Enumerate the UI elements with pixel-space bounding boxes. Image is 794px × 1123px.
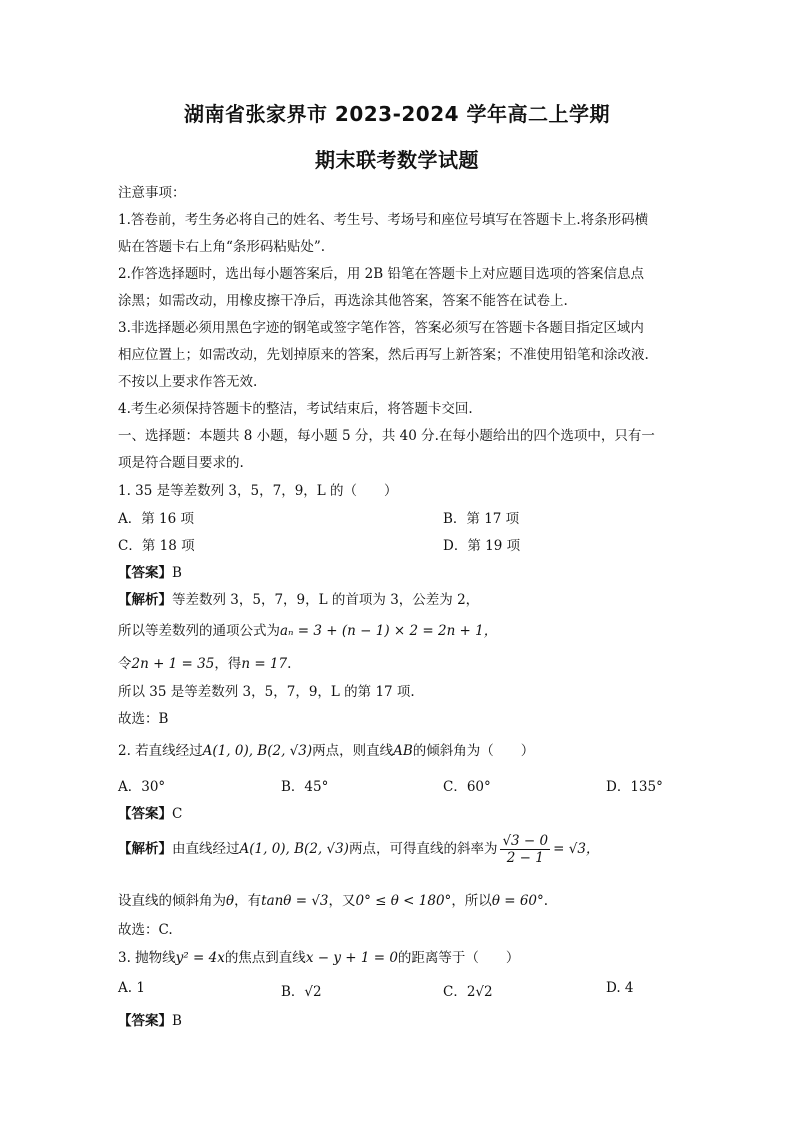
q3-option-d: D. 4 [606,980,634,996]
stem-text: 的倾斜角为（ ） [412,743,535,759]
answer-label: 【答案】 [118,806,172,822]
slope-fraction [500,833,550,866]
q1-analysis-line3 [118,652,291,672]
answer-value: C [172,806,183,822]
answer-label: 【答案】 [118,565,172,581]
stem-text: 2. 若直线经过 [118,743,203,759]
fraction-numerator: √3 − 0 [502,833,549,849]
q1-option-c: C．第 18 项 [118,538,195,554]
formula: aₙ = 3 + (n − 1) × 2 = 2n + 1， [280,623,498,639]
q1-conclusion: 故选：B [118,711,169,727]
analysis-text: ，所以 [451,893,492,909]
q1-option-d: D．第 19 项 [443,538,521,554]
formula: A(1, 0), B(2, √3) [239,841,349,857]
q2-analysis-line2 [118,889,548,909]
exam-title-line1: 湖南省张家界市 2023-2024 学年高二上学期 [183,102,611,126]
q2-stem [118,739,534,759]
analysis-text: 所以等差数列的通项公式为 [118,623,280,639]
analysis-text: 令 [118,656,132,672]
q1-option-a: A．第 16 项 [118,511,195,527]
notice-heading: 注意事项： [118,185,186,201]
analysis-text: ，有 [234,893,262,909]
stem-text: 两点，则直线 [312,743,394,759]
formula: 2n + 1 = 35 [131,656,215,672]
formula: θ = 60° [491,893,544,909]
analysis-text: . [287,656,292,672]
analysis-text: 两点，可得直线的斜率为 [348,841,498,857]
notice-line: 相应位置上；如需改动，先划掉原来的答案，然后再写上新答案；不准使用铅笔和涂改液. [118,347,649,363]
formula: 0° ≤ θ < 180° [355,893,452,909]
q2-option-c: C．60° [443,779,491,795]
q2-option-b: B．45° [281,779,329,795]
analysis-label: 【解析】 [118,841,172,857]
notice-line: 2.作答选择题时，选出每小题答案后，用 2B 铅笔在答题卡上对应题目选项的答案信息点 [118,266,644,282]
q1-analysis-line1 [118,588,479,608]
q3-option-a: A. 1 [118,980,145,996]
stem-text: 3. 抛物线 [118,950,176,966]
analysis-text: ，得 [214,656,242,672]
stem-text: 的距离等于（ ） [397,950,520,966]
q1-stem: 1. 35 是等差数列 3，5，7，9，L 的（ ） [118,483,398,499]
answer-label: 【答案】 [118,1013,172,1029]
analysis-text: ，又 [328,893,356,909]
notice-line: 贴在答题卡右上角“条形码粘贴处”. [118,239,326,255]
analysis-text: 等差数列 3，5，7，9，L 的首项为 3，公差为 2， [172,592,480,608]
fraction-denominator: 2 − 1 [506,850,544,866]
q2-analysis-line1 [118,831,599,867]
notice-line: 涂黑；如需改动，用橡皮擦干净后，再选涂其他答案，答案不能答在试卷上. [118,293,568,309]
stem-text: 的焦点到直线 [224,950,306,966]
exam-title-line2: 期末联考数学试题 [315,148,479,172]
formula: y² = 4x [175,950,225,966]
section-heading: 一、选择题：本题共 8 小题，每小题 5 分，共 40 分.在每小题给出的四个选项中，只有一 [118,428,655,444]
q1-analysis-line2 [118,619,497,639]
formula: AB [393,743,413,759]
notice-line: 不按以上要求作答无效. [118,374,258,390]
formula: n = 17 [241,656,288,672]
notice-line: 1.答卷前，考生务必将自己的姓名、考生号、考场号和座位号填写在答题卡上.将条形码横 [118,212,649,228]
q3-option-c: C．2√2 [443,984,493,1000]
formula: x − y + 1 = 0 [305,950,398,966]
q3-stem [118,946,519,966]
analysis-label: 【解析】 [118,592,172,608]
formula: θ [226,893,235,909]
q3-answer [118,1009,182,1029]
formula: = √3， [553,841,600,857]
q1-option-b: B．第 17 项 [443,511,520,527]
analysis-text: 由直线经过 [172,841,240,857]
q2-option-a: A．30° [118,779,166,795]
notice-line: 4.考生必须保持答题卡的整洁，考试结束后，将答题卡交回. [118,401,473,417]
formula: A(1, 0), B(2, √3) [202,743,313,759]
q1-analysis-line4: 所以 35 是等差数列 3，5，7，9，L 的第 17 项. [118,684,415,700]
answer-value: B [172,565,182,581]
section-heading-cont: 项是符合题目要求的. [118,455,244,471]
q3-option-b: B．√2 [281,984,322,1000]
q1-answer [118,561,182,581]
q2-conclusion: 故选：C. [118,922,173,938]
answer-value: B [172,1013,182,1029]
analysis-text: . [543,893,549,909]
analysis-text: 设直线的倾斜角为 [118,893,226,909]
q2-option-d: D．135° [606,779,663,795]
formula: tanθ = √3 [261,893,329,909]
notice-line: 3.非选择题必须用黑色字迹的钢笔或签字笔作答，答案必须写在答题卡各题目指定区域内 [118,320,644,336]
q2-answer [118,802,182,822]
